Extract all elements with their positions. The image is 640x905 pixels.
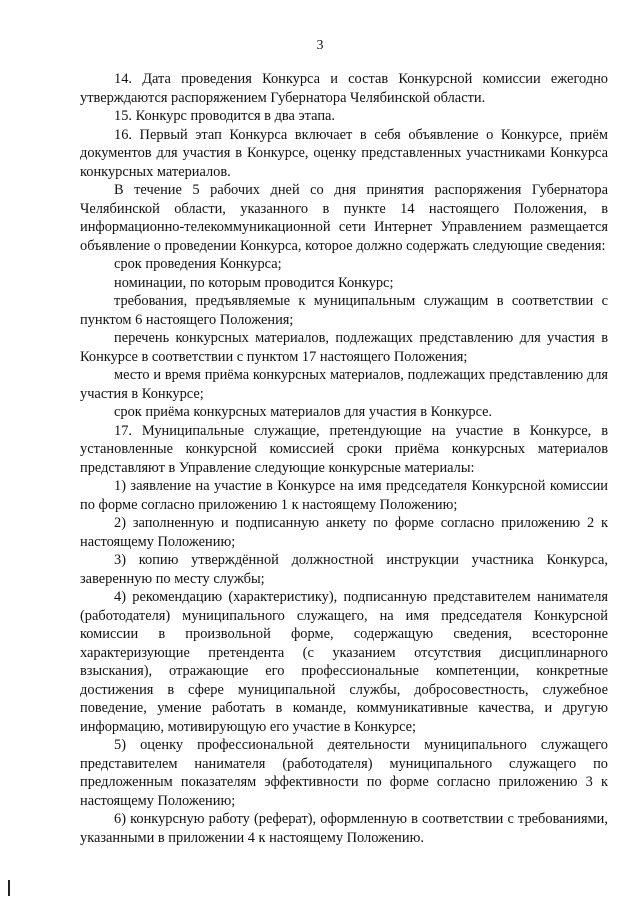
list-item-requirements: требования, предъявляемые к муниципальным служащим в соответствии с пунктом 6 настоящего Положения; bbox=[80, 293, 608, 328]
material-item-1: 1) заявление на участие в Конкурсе на имя председателя Конкурсной комиссии по форме согласно приложению 1 к настоящему Положению; bbox=[80, 478, 608, 513]
list-item-materials-list: перечень конкурсных материалов, подлежащих представлению для участия в Конкурсе в соответствии с пунктом 17 настоящего Положения; bbox=[80, 330, 608, 365]
paragraph-15: 15. Конкурс проводится в два этапа. bbox=[114, 108, 336, 124]
list-item-term: срок проведения Конкурса; bbox=[114, 256, 282, 272]
paragraph-17: 17. Муниципальные служащие, претендующие на участие в Конкурсе, в установленные конкурсной комиссией сроки приёма конкурсных материалов представляют в Управление следующие конкурсные материалы: bbox=[80, 422, 608, 476]
paragraph-16: 16. Первый этап Конкурса включает в себя объявление о Конкурсе, приём документов для участия в Конкурсе, оценку представленных участниками Конкурса конкурсных материалов. bbox=[80, 126, 608, 180]
paragraph-14: 14. Дата проведения Конкурса и состав Конкурсной комиссии ежегодно утверждаются распоряжением Губернатора Челябинской области. bbox=[80, 71, 608, 106]
material-item-6: 6) конкурсную работу (реферат), оформленную в соответствии с требованиями, указанными в приложении 4 к настоящему Положению. bbox=[80, 811, 608, 846]
material-item-4: 4) рекомендацию (характеристику), подписанную представителем нанимателя (работодателя) муниципального служащего, на имя председателя Конкурсной комиссии в произвольной форме, содержащую сведения, всесторонне характеризующие претендента (с указанием отсутствия дисциплинарного взыскания), отражающие его профессиональные компетенции, конкретные достижения в сфере муниципальной службы, добросовестность, служебное поведение, умение работать в команде, коммуникативные качества, и другую информацию, мотивирующую его участие в Конкурсе; bbox=[80, 589, 608, 735]
paragraph-announcement: В течение 5 рабочих дней со дня принятия распоряжения Губернатора Челябинской области, указанного в пункте 14 настоящего Положения, в информационно-телекоммуникационной сети Интернет Управлением размещается объявление о проведении Конкурса, которое должно содержать следующие сведения: bbox=[80, 182, 608, 254]
document-body bbox=[80, 70, 608, 847]
material-item-2: 2) заполненную и подписанную анкету по форме согласно приложению 2 к настоящему Положению; bbox=[80, 515, 608, 550]
list-item-nominations: номинации, по которым проводится Конкурс; bbox=[114, 274, 394, 291]
page-number: 3 bbox=[316, 38, 324, 53]
list-item-place-time: место и время приёма конкурсных материалов, подлежащих представлению для участия в Конкурсе; bbox=[80, 367, 608, 402]
list-item-deadline: срок приёма конкурсных материалов для участия в Конкурсе. bbox=[114, 404, 493, 420]
scan-artifact-mark bbox=[8, 880, 10, 896]
material-item-5: 5) оценку профессиональной деятельности муниципального служащего представителем нанимателя (работодателя) муниципального служащего по предложенным показателям эффективности по форме согласно приложению 3 к настоящему Положению; bbox=[80, 737, 608, 809]
material-item-3: 3) копию утверждённой должностной инструкции участника Конкурса, заверенную по месту службы; bbox=[80, 552, 608, 587]
